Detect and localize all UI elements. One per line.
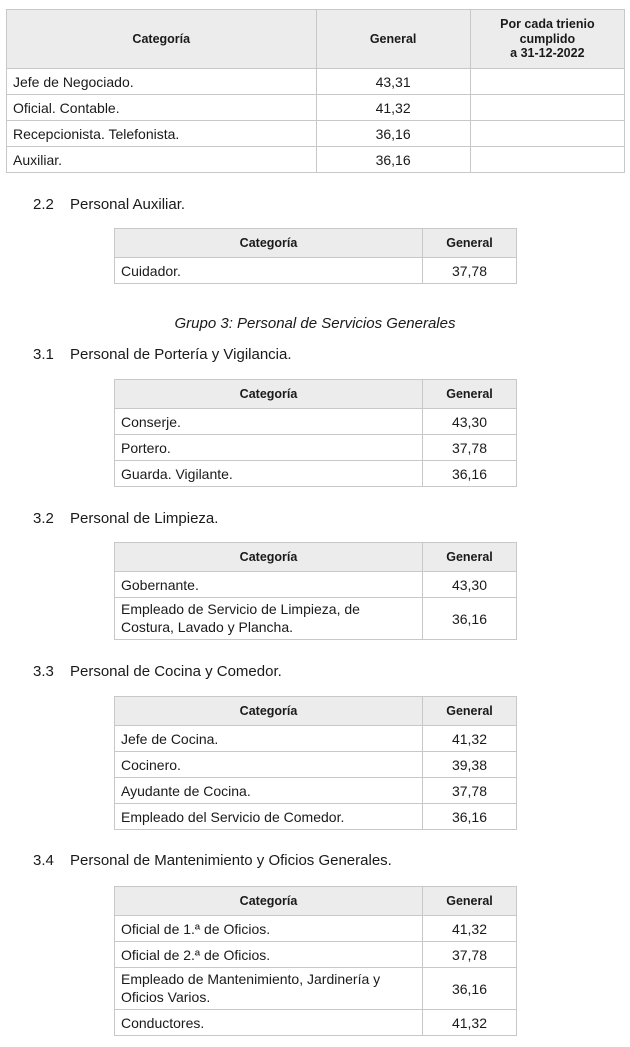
salary-table-porter bbox=[114, 379, 517, 487]
group-heading: Grupo 3: Personal de Servicios Generales bbox=[174, 315, 456, 332]
category-cell: Portero. bbox=[115, 435, 423, 461]
general-value-cell: 37,78 bbox=[423, 258, 517, 284]
triennium-value-cell bbox=[470, 121, 624, 147]
column-header-general: General bbox=[316, 10, 470, 69]
category-cell: Jefe de Cocina. bbox=[115, 726, 423, 752]
general-value-cell: 37,78 bbox=[423, 778, 517, 804]
salary-table-cleaning bbox=[114, 542, 517, 640]
triennium-header-line1: Por cada trienio cumplido bbox=[500, 17, 595, 46]
section-title: Personal de Limpieza. bbox=[70, 510, 219, 527]
table-header-row bbox=[115, 229, 517, 258]
table-row bbox=[115, 804, 517, 830]
table-row bbox=[115, 598, 517, 640]
section-heading-3-1 bbox=[33, 346, 292, 363]
category-cell: Oficial de 2.ª de Oficios. bbox=[115, 942, 423, 968]
triennium-value-cell bbox=[470, 95, 624, 121]
column-header-general: General bbox=[423, 380, 517, 409]
table-header-row bbox=[115, 380, 517, 409]
section-number: 2.2 bbox=[33, 196, 54, 213]
general-value-cell: 37,78 bbox=[423, 435, 517, 461]
category-cell: Oficial de 1.ª de Oficios. bbox=[115, 916, 423, 942]
section-title: Personal de Portería y Vigilancia. bbox=[70, 346, 292, 363]
salary-table-auxiliary bbox=[114, 228, 517, 284]
category-cell: Ayudante de Cocina. bbox=[115, 778, 423, 804]
column-header-category: Categoría bbox=[7, 10, 317, 69]
column-header-category: Categoría bbox=[115, 697, 423, 726]
general-value-cell: 36,16 bbox=[316, 147, 470, 173]
triennium-header-line2: a 31-12-2022 bbox=[510, 46, 585, 61]
category-cell: Conductores. bbox=[115, 1010, 423, 1036]
general-value-cell: 36,16 bbox=[423, 804, 517, 830]
table-header-row bbox=[7, 10, 625, 69]
column-header-category: Categoría bbox=[115, 543, 423, 572]
column-header-category: Categoría bbox=[115, 380, 423, 409]
section-title: Personal de Mantenimiento y Oficios Generales. bbox=[70, 852, 392, 869]
general-value-cell: 41,32 bbox=[423, 726, 517, 752]
section-heading-2-2 bbox=[33, 196, 185, 213]
general-value-cell: 41,32 bbox=[423, 1010, 517, 1036]
table-row bbox=[115, 435, 517, 461]
section-heading-3-2 bbox=[33, 510, 218, 527]
category-cell: Oficial. Contable. bbox=[7, 95, 317, 121]
section-number: 3.3 bbox=[33, 663, 54, 680]
column-header-category: Categoría bbox=[115, 229, 423, 258]
section-number: 3.1 bbox=[33, 346, 54, 363]
table-header-row bbox=[115, 887, 517, 916]
column-header-general: General bbox=[423, 697, 517, 726]
general-value-cell: 43,30 bbox=[423, 409, 517, 435]
table-row bbox=[7, 121, 625, 147]
salary-table-kitchen bbox=[114, 696, 517, 830]
column-header-triennium bbox=[470, 10, 624, 69]
general-value-cell: 37,78 bbox=[423, 942, 517, 968]
category-cell: Empleado del Servicio de Comedor. bbox=[115, 804, 423, 830]
category-cell: Recepcionista. Telefonista. bbox=[7, 121, 317, 147]
general-value-cell: 39,38 bbox=[423, 752, 517, 778]
category-cell: Cuidador. bbox=[115, 258, 423, 284]
section-number: 3.4 bbox=[33, 852, 54, 869]
table-row bbox=[115, 409, 517, 435]
table-row bbox=[115, 942, 517, 968]
category-cell: Auxiliar. bbox=[7, 147, 317, 173]
category-cell: Conserje. bbox=[115, 409, 423, 435]
column-header-general: General bbox=[423, 543, 517, 572]
table-row bbox=[115, 778, 517, 804]
general-value-cell: 41,32 bbox=[423, 916, 517, 942]
section-title: Personal Auxiliar. bbox=[70, 196, 186, 213]
section-heading-3-4 bbox=[33, 852, 392, 869]
section-heading-3-3 bbox=[33, 663, 282, 680]
column-header-general: General bbox=[423, 887, 517, 916]
category-cell: Jefe de Negociado. bbox=[7, 69, 317, 95]
general-value-cell: 43,30 bbox=[423, 572, 517, 598]
general-value-cell: 43,31 bbox=[316, 69, 470, 95]
table-row bbox=[115, 572, 517, 598]
general-value-cell: 36,16 bbox=[423, 598, 517, 640]
category-cell: Guarda. Vigilante. bbox=[115, 461, 423, 487]
category-cell: Empleado de Mantenimiento, Jardinería y Oficios Varios. bbox=[115, 968, 423, 1010]
general-value-cell: 36,16 bbox=[423, 968, 517, 1010]
triennium-value-cell bbox=[470, 147, 624, 173]
triennium-value-cell bbox=[470, 69, 624, 95]
general-value-cell: 36,16 bbox=[316, 121, 470, 147]
salary-table-administrative bbox=[6, 9, 625, 173]
column-header-general: General bbox=[423, 229, 517, 258]
table-row bbox=[115, 916, 517, 942]
general-value-cell: 36,16 bbox=[423, 461, 517, 487]
column-header-category: Categoría bbox=[115, 887, 423, 916]
table-row bbox=[115, 968, 517, 1010]
category-cell: Empleado de Servicio de Limpieza, de Costura, Lavado y Plancha. bbox=[115, 598, 423, 640]
table-row bbox=[7, 69, 625, 95]
general-value-cell: 41,32 bbox=[316, 95, 470, 121]
table-row bbox=[115, 726, 517, 752]
table-row bbox=[115, 1010, 517, 1036]
category-cell: Cocinero. bbox=[115, 752, 423, 778]
table-header-row bbox=[115, 543, 517, 572]
table-row bbox=[115, 258, 517, 284]
table-row bbox=[7, 147, 625, 173]
table-row bbox=[115, 461, 517, 487]
salary-table-maintenance bbox=[114, 886, 517, 1036]
table-row bbox=[7, 95, 625, 121]
table-header-row bbox=[115, 697, 517, 726]
table-row bbox=[115, 752, 517, 778]
category-cell: Gobernante. bbox=[115, 572, 423, 598]
section-number: 3.2 bbox=[33, 510, 54, 527]
section-title: Personal de Cocina y Comedor. bbox=[70, 663, 282, 680]
